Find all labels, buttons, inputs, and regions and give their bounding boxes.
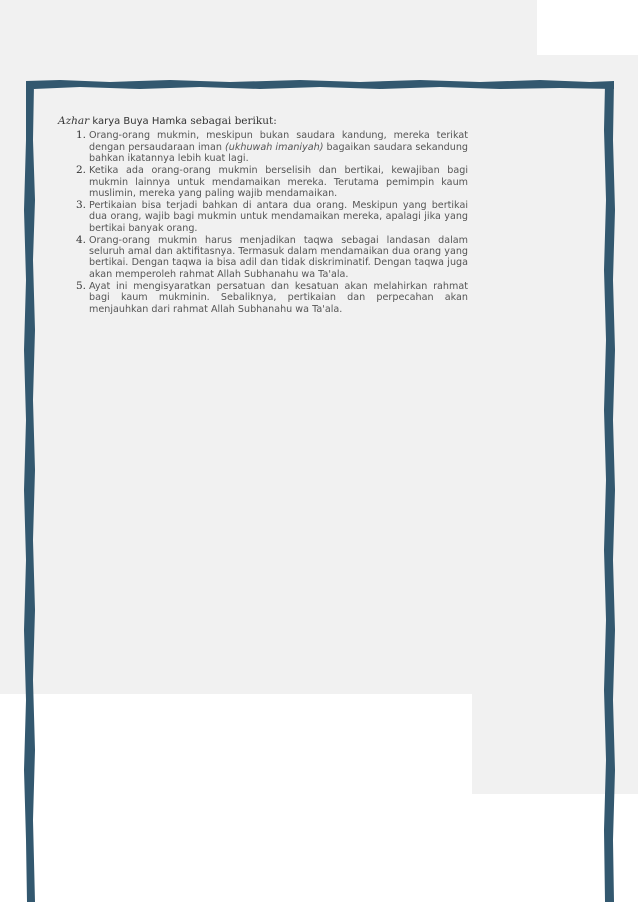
- intro-italic-word: Azhar: [58, 115, 90, 127]
- frame-left-edge: [24, 81, 35, 902]
- intro-line: [58, 116, 468, 127]
- document-body: [58, 116, 468, 315]
- numbered-list: [58, 130, 468, 315]
- list-item-text: Orang-orang mukmin harus menjadikan taqwa sebagai landasan dalam seluruh amal dan aktifitasnya. Termasuk dalam mendamaikan dua orang yang bertikai. Dengan taqwa ia bisa adil dan tidak diskriminatif. Dengan taqwa juga akan memperoleh rahmat Allah Subhanahu wa Ta'ala.: [89, 234, 468, 280]
- frame-right-edge: [604, 81, 615, 902]
- list-item-number: 4.: [76, 233, 87, 246]
- list-item-text: Ketika ada orang-orang mukmin berselisih dan bertikai, kewajiban bagi mukmin lainnya untuk mendamaikan mereka. Terutama pemimpin kaum muslimin, mereka yang paling wajib mendamaikan.: [89, 165, 468, 199]
- list-item-number: 5.: [76, 279, 87, 292]
- list-item-text-after: bagaikan saudara sekandung bahkan ikatannya lebih kuat lagi.: [89, 141, 468, 165]
- list-item-number: 3.: [76, 198, 87, 211]
- list-item: [58, 200, 468, 234]
- list-item: [58, 165, 468, 199]
- list-item: [58, 130, 468, 164]
- intro-rest-text: sebagai berikut:: [186, 115, 277, 127]
- frame-top-edge: [26, 80, 614, 89]
- list-item-text: Orang-orang mukmin, meskipun bukan saudara kandung, mereka terikat dengan persaudaraan iman: [89, 130, 468, 153]
- intro-karya-text: karya Buya Hamka: [89, 116, 187, 127]
- list-item-number: 2.: [76, 164, 87, 177]
- list-item-text: Pertikaian bisa terjadi bahkan di antara dua orang. Meskipun yang bertikai dua orang, wajib bagi mukmin untuk mendamaikan mereka, apalagi jika yang bertikai banyak orang.: [89, 199, 468, 234]
- list-item: [58, 281, 468, 315]
- list-item-text: Ayat ini mengisyaratkan persatuan dan kesatuan akan melahirkan rahmat bagi kaum mukminin. Sebaliknya, pertikaian dan perpecahan akan menjauhkan dari rahmat Allah Subhanahu wa Ta'ala.: [89, 280, 468, 315]
- list-item-italic-text: (ukhuwah imaniyah): [225, 141, 324, 153]
- list-item-number: 1.: [76, 129, 87, 142]
- list-item: [58, 235, 468, 281]
